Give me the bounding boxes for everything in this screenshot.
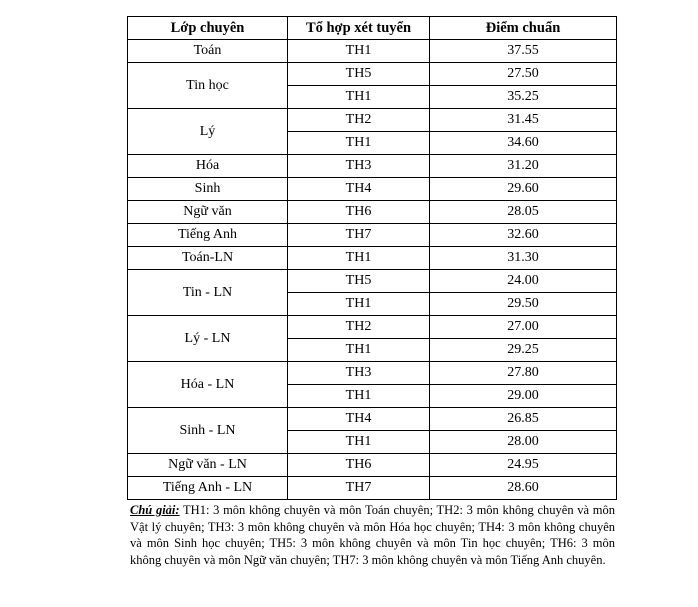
score-table [127,16,617,500]
score-cell: 26.85 [430,408,617,431]
score-cell: 29.00 [430,385,617,408]
score-cell: 35.25 [430,86,617,109]
table-body [128,40,617,500]
combination-cell: TH5 [288,270,430,293]
combination-cell: TH1 [288,385,430,408]
class-name-cell: Lý - LN [128,316,288,362]
combination-cell: TH4 [288,178,430,201]
score-cell: 28.00 [430,431,617,454]
combination-cell: TH7 [288,477,430,500]
table-row [128,224,617,247]
combination-cell: TH4 [288,408,430,431]
combination-cell: TH1 [288,40,430,63]
table-row [128,247,617,270]
class-name-cell: Sinh - LN [128,408,288,454]
legend-label: Chú giải: [130,503,180,517]
table-row [128,477,617,500]
table-row [128,270,617,293]
combination-cell: TH5 [288,63,430,86]
table-row [128,362,617,385]
class-name-cell: Tiếng Anh [128,224,288,247]
header-row [128,17,617,40]
combination-cell: TH1 [288,293,430,316]
combination-cell: TH1 [288,247,430,270]
score-cell: 28.60 [430,477,617,500]
class-name-cell: Toán-LN [128,247,288,270]
class-name-cell: Tin học [128,63,288,109]
class-name-cell: Hóa [128,155,288,178]
table-row [128,40,617,63]
combination-cell: TH7 [288,224,430,247]
table-row [128,155,617,178]
score-cell: 29.50 [430,293,617,316]
class-name-cell: Ngữ văn [128,201,288,224]
table-row [128,454,617,477]
combination-cell: TH1 [288,86,430,109]
class-name-cell: Sinh [128,178,288,201]
score-cell: 24.00 [430,270,617,293]
score-cell: 27.80 [430,362,617,385]
class-name-cell: Tin - LN [128,270,288,316]
table-row [128,63,617,86]
combination-cell: TH2 [288,109,430,132]
legend-text: TH1: 3 môn không chuyên và môn Toán chuyên; TH2: 3 môn không chuyên và môn Vật lý chuyên; TH3: 3 môn không chuyên và môn Hóa học chuyên; TH4: 3 môn không chuyên và môn Sinh học chuyên; TH5: 3 môn không chuyên và môn Tin học chuyên; TH6: 3 môn không chuyên và môn Ngữ văn chuyên; TH7: 3 môn không chuyên và môn Tiếng Anh chuyên. [130,503,615,567]
combination-cell: TH3 [288,155,430,178]
score-cell: 31.45 [430,109,617,132]
header-score: Điểm chuẩn [430,17,617,40]
score-cell: 31.30 [430,247,617,270]
table-row [128,109,617,132]
class-name-cell: Hóa - LN [128,362,288,408]
table-row [128,408,617,431]
table-row [128,201,617,224]
score-cell: 31.20 [430,155,617,178]
class-name-cell: Ngữ văn - LN [128,454,288,477]
score-cell: 37.55 [430,40,617,63]
class-name-cell: Toán [128,40,288,63]
table-row [128,178,617,201]
score-cell: 34.60 [430,132,617,155]
score-cell: 32.60 [430,224,617,247]
combination-cell: TH3 [288,362,430,385]
combination-cell: TH6 [288,201,430,224]
class-name-cell: Lý [128,109,288,155]
combination-cell: TH1 [288,431,430,454]
combination-cell: TH1 [288,132,430,155]
combination-cell: TH6 [288,454,430,477]
score-cell: 27.00 [430,316,617,339]
score-cell: 28.05 [430,201,617,224]
combination-cell: TH1 [288,339,430,362]
header-class: Lớp chuyên [128,17,288,40]
score-cell: 29.25 [430,339,617,362]
score-cell: 27.50 [430,63,617,86]
combination-cell: TH2 [288,316,430,339]
header-combination: Tổ hợp xét tuyển [288,17,430,40]
class-name-cell: Tiếng Anh - LN [128,477,288,500]
legend-note [130,502,615,568]
score-cell: 24.95 [430,454,617,477]
table-row [128,316,617,339]
score-cell: 29.60 [430,178,617,201]
